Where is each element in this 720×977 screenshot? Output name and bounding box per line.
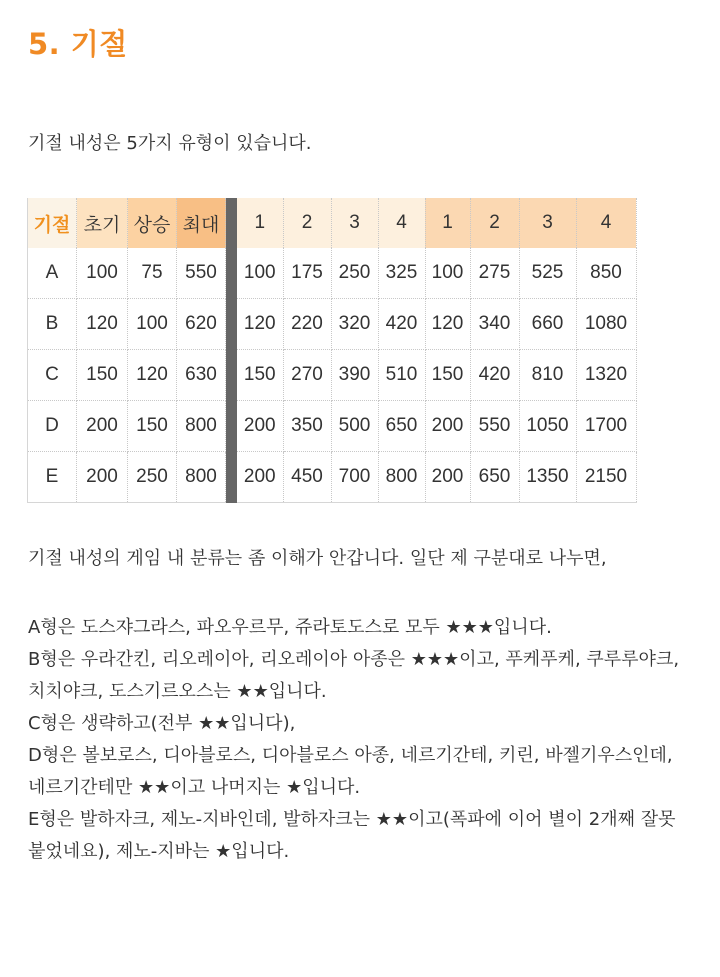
classification-paragraph: 기절 내성의 게임 내 분류는 좀 이해가 안갑니다. 일단 제 구분대로 나누면, [28,548,607,569]
section-heading: 5. 기절 [28,27,128,61]
header-cell: 2 [470,198,519,248]
table-cell: A [28,248,77,299]
table-cell: 200 [237,401,283,452]
intro-text: 기절 내성은 5가지 유형이 있습니다. [28,133,312,154]
table-cell: D [28,401,77,452]
type-e-line: E형은 발하자크, 제노-지바인데, 발하자크는 ★★이고(폭파에 이어 별이 2개째 잘못 붙었네요), 제노-지바는 ★입니다. [28,809,676,862]
header-cell: 3 [331,198,378,248]
table-cell: 850 [576,248,636,299]
table-cell: 420 [470,350,519,401]
table-cell: 200 [425,401,470,452]
table-cell: 325 [378,248,425,299]
table-cell: 100 [128,299,177,350]
table-row [28,248,637,299]
table-cell: 525 [519,248,576,299]
table-cell: 120 [128,350,177,401]
table-cell: 350 [283,401,331,452]
table-cell: 450 [283,452,331,503]
header-cell: 1 [425,198,470,248]
table-cell: 620 [177,299,226,350]
table-cell: 1350 [519,452,576,503]
table-cell: 1700 [576,401,636,452]
column-separator [226,401,238,452]
table-row [28,350,637,401]
column-separator [226,350,238,401]
paragraph-spacer [28,575,693,612]
table-cell: 100 [425,248,470,299]
table-cell: 150 [77,350,128,401]
table-cell: 120 [77,299,128,350]
table-row [28,299,637,350]
article-body [28,543,693,868]
type-d-line: D형은 볼보로스, 디아블로스, 디아블로스 아종, 네르기간테, 키린, 바젤기우스인데, 네르기간테만 ★★이고 나머지는 ★입니다. [28,745,673,798]
table-cell: 200 [77,401,128,452]
type-b-line: B형은 우라간킨, 리오레이아, 리오레이아 아종은 ★★★이고, 푸케푸케, 쿠루루야크, 치치야크, 도스기르오스는 ★★입니다. [28,649,680,702]
column-separator [226,299,238,350]
table-cell: 220 [283,299,331,350]
table-cell: E [28,452,77,503]
table-cell: 550 [470,401,519,452]
table-cell: 320 [331,299,378,350]
table-cell: 800 [378,452,425,503]
table-cell: 630 [177,350,226,401]
column-separator [226,198,238,248]
table-cell: 500 [331,401,378,452]
table-cell: 275 [470,248,519,299]
table-cell: 2150 [576,452,636,503]
header-cell: 3 [519,198,576,248]
header-cell: 2 [283,198,331,248]
table-cell: 510 [378,350,425,401]
table-cell: 250 [128,452,177,503]
table-cell: 550 [177,248,226,299]
table-cell: 250 [331,248,378,299]
column-separator [226,248,238,299]
table-cell: 340 [470,299,519,350]
table-cell: 1080 [576,299,636,350]
table-cell: 100 [237,248,283,299]
header-cell: 초기 [77,198,128,248]
table-cell: 75 [128,248,177,299]
table-cell: 420 [378,299,425,350]
table-cell: 175 [283,248,331,299]
table-cell: 150 [128,401,177,452]
table-cell: 200 [237,452,283,503]
column-separator [226,452,238,503]
table-cell: 120 [425,299,470,350]
table-cell: C [28,350,77,401]
stun-resistance-table [27,198,637,503]
table-header-row [28,198,637,248]
table-cell: 650 [378,401,425,452]
table-cell: 150 [425,350,470,401]
table-cell: 800 [177,452,226,503]
table-cell: 700 [331,452,378,503]
table-cell: B [28,299,77,350]
table-cell: 1050 [519,401,576,452]
table-row [28,452,637,503]
table-cell: 270 [283,350,331,401]
header-cell: 기절 [28,198,77,248]
table-cell: 1320 [576,350,636,401]
table-cell: 120 [237,299,283,350]
table-row [28,401,637,452]
header-cell: 1 [237,198,283,248]
type-a-line: A형은 도스쟈그라스, 파오우르무, 쥬라토도스로 모두 ★★★입니다. [28,617,552,638]
table-cell: 150 [237,350,283,401]
type-c-line: C형은 생략하고(전부 ★★입니다), [28,713,296,734]
header-cell: 최대 [177,198,226,248]
table-cell: 810 [519,350,576,401]
table-cell: 800 [177,401,226,452]
table-cell: 660 [519,299,576,350]
table-cell: 200 [77,452,128,503]
table-cell: 650 [470,452,519,503]
table-cell: 390 [331,350,378,401]
header-cell: 4 [576,198,636,248]
header-cell: 상승 [128,198,177,248]
table-cell: 200 [425,452,470,503]
header-cell: 4 [378,198,425,248]
table-cell: 100 [77,248,128,299]
